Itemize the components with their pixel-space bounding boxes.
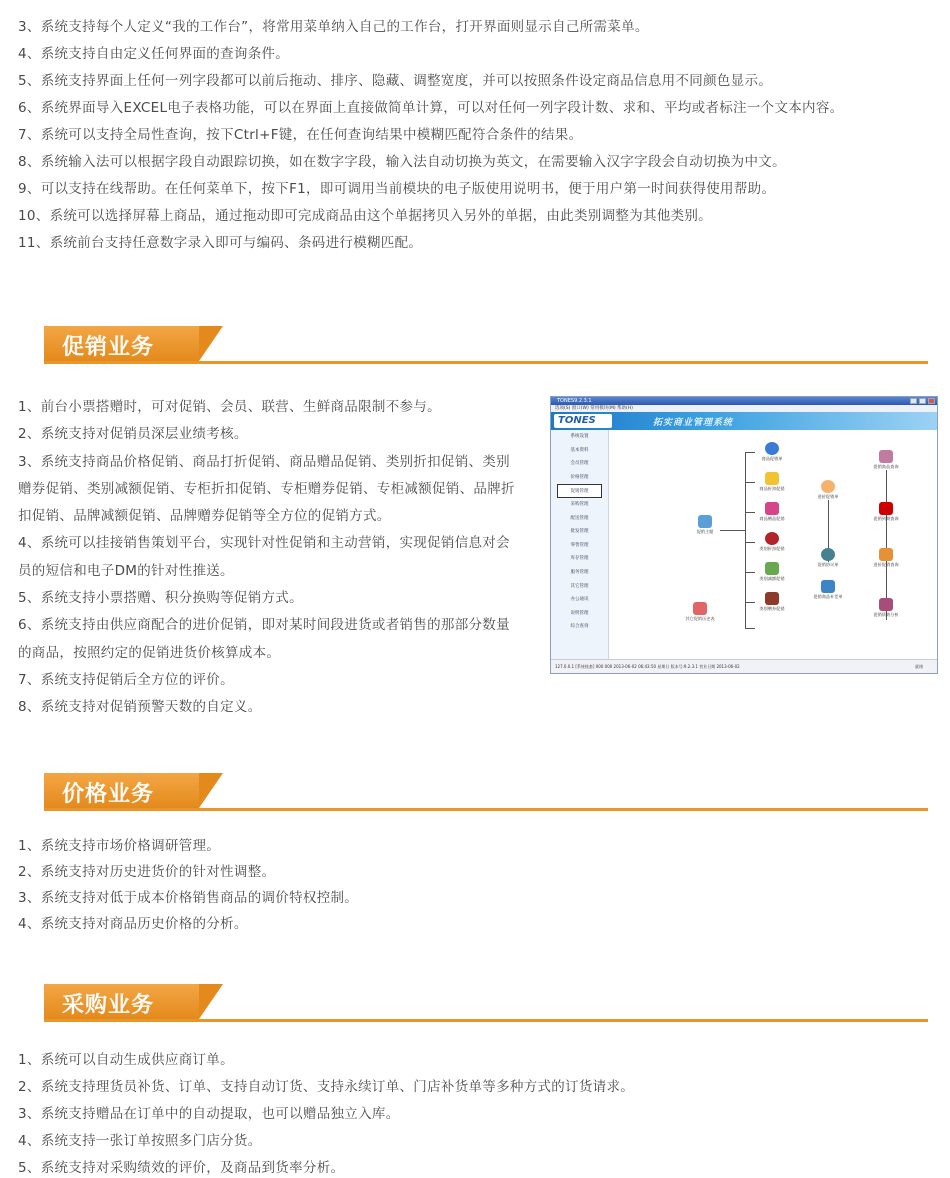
maximize-icon [919, 398, 926, 404]
section-header-price [44, 773, 928, 811]
app-workflow-canvas [610, 430, 937, 660]
workflow-node [866, 548, 906, 568]
list-item: 5、系统支持对采购绩效的评价，及商品到货率分析。 [18, 1160, 345, 1176]
list-item: 10、系统可以选择屏幕上商品，通过拖动即可完成商品由这个单据拷贝入另外的单据，由此类别调整为其他类别。 [18, 208, 712, 224]
list-item: 3、系统支持赠品在订单中的自动提取，也可以赠品独立入库。 [18, 1106, 400, 1122]
list-item: 6、系统支持由供应商配合的进价促销，即对某时间段进货或者销售的那部分数量的商品，按照约定的促销进货价核算成本。 [18, 617, 510, 661]
workflow-node [752, 532, 792, 552]
workflow-node [752, 502, 792, 522]
node-label: 类别减额促销 [759, 576, 785, 581]
list-item: 4、系统支持自由定义任何界面的查询条件。 [18, 46, 290, 62]
cubes-icon [698, 515, 712, 528]
list-item: 8、系统输入法可以根据字段自动跟踪切换，如在数字字段，输入法自动切换为英文，在需要输入汉字字段会自动切换为中文。 [18, 154, 786, 170]
sidebar-item: 其它管理 [570, 583, 589, 589]
node-label: 类别折扣促销 [759, 546, 785, 551]
workflow-node [752, 442, 792, 462]
sidebar-item: 综合查询 [570, 624, 589, 630]
close-icon [928, 398, 935, 404]
chat-icon [821, 480, 835, 493]
section-divider [44, 808, 928, 811]
node-label: 商品折扣促销 [759, 486, 785, 491]
list-item: 11、系统前台支持任意数字录入即可与编码、条码进行模糊匹配。 [18, 235, 423, 251]
tag-icon [765, 562, 779, 575]
gift-icon [765, 502, 779, 515]
app-sidebar [551, 430, 609, 660]
connector-line [745, 628, 755, 629]
node-label: 促销到期查询 [873, 516, 899, 521]
workflow-node [752, 592, 792, 612]
node-label: 促销协议单 [817, 562, 839, 567]
node-label: 进价促销查询 [873, 562, 899, 567]
node-label: 促销主题 [696, 529, 714, 534]
section-header-purchase [44, 984, 928, 1022]
minimize-icon [910, 398, 917, 404]
workflow-node [685, 515, 725, 535]
section-tag [44, 984, 199, 1019]
node-label: 其它促销历史表 [685, 616, 715, 621]
flower-icon [879, 450, 893, 463]
workflow-node [808, 580, 848, 600]
node-label: 类别赠券促销 [759, 606, 785, 611]
sidebar-item: 系统设置 [570, 434, 589, 439]
section-divider [44, 361, 928, 364]
sidebar-item: 零售管理 [570, 542, 589, 548]
app-screenshot [550, 396, 938, 674]
list-item: 3、系统支持每个人定义“我的工作台”，将常用菜单纳入自己的工作台，打开界面则显示自己所需菜单。 [18, 19, 649, 35]
section-title: 价格业务 [62, 782, 155, 807]
list-item: 4、系统可以挂接销售策划平台，实现针对性促销和主动营销，实现促销信息对会员的短信和电子DM的针对性推送。 [18, 535, 510, 579]
list-item: 5、系统支持小票搭赠、积分换购等促销方式。 [18, 590, 303, 607]
node-label: 促销绩效分析 [873, 612, 899, 617]
boxes-icon [821, 580, 835, 593]
list-item: 4、系统支持一张订单按照多门店分货。 [18, 1133, 262, 1149]
list-item: 2、系统支持对促销员深层业绩考核。 [18, 426, 248, 443]
window-titlebar [551, 397, 937, 405]
list-item: 1、前台小票搭赠时，可对促销、会员、联营、生鲜商品限制不参与。 [18, 399, 441, 415]
list-item: 6、系统界面导入EXCEL电子表格功能，可以在界面上直接做简单计算，可以对任何一列字段计数、求和、平均或者标注一个文本内容。 [18, 100, 844, 116]
sidebar-item: 批发管理 [570, 529, 589, 535]
promo-list [18, 394, 518, 722]
list-item: 4、系统支持对商品历史价格的分析。 [18, 916, 248, 932]
app-banner [551, 412, 937, 430]
sidebar-item: 会员管理 [570, 461, 589, 467]
sidebar-item: 采购管理 [570, 501, 589, 507]
workflow-node [866, 598, 906, 618]
list-item: 1、系统支持市场价格调研管理。 [18, 838, 221, 854]
list-item: 3、系统支持对低于成本价格销售商品的调价特权控制。 [18, 890, 359, 906]
pens-icon [693, 602, 707, 615]
books-icon [765, 592, 779, 605]
workflow-node [752, 472, 792, 492]
app-name: 拓实商业管理系统 [653, 418, 734, 428]
workflow-node [866, 502, 906, 522]
list-item: 7、系统支持促销后全方位的评价。 [18, 671, 234, 688]
window-title: TONES9.2.3.1 [557, 398, 592, 404]
bag-icon [765, 472, 779, 485]
section-tag [44, 326, 199, 361]
node-label: 促销商品查询 [873, 464, 899, 469]
list-item: 8、系统支持对促销预警天数的自定义。 [18, 699, 262, 716]
star-icon [879, 548, 893, 561]
gift-icon [879, 502, 893, 515]
app-logo: TONES [554, 414, 612, 428]
node-label: 商品促销单 [761, 456, 783, 461]
status-right: 就绪 [915, 664, 923, 669]
section-tag [44, 773, 199, 808]
list-item: 5、系统支持界面上任何一列字段都可以前后拖动、排序、隐藏、调整宽度，并可以按照条件设定商品信息用不同颜色显示。 [18, 73, 773, 89]
list-item: 3、系统支持商品价格促销、商品打折促销、商品赠品促销、类别折扣促销、类别赠券促销、类别减额促销、专柜折扣促销、专柜赠券促销、专柜减额促销、品牌折扣促销、品牌减额促销、品牌赠券促销等全方位的促销方式。 [18, 453, 515, 525]
list-item: 7、系统可以支持全局性查询，按下Ctrl+F键，在任何查询结果中模糊匹配符合条件的结果。 [18, 127, 583, 143]
node-label: 进价促销单 [817, 494, 839, 499]
list-item: 9、可以支持在线帮助。在任何菜单下，按下F1，即可调用当前模块的电子版使用说明书，便于用户第一时间获得使用帮助。 [18, 181, 776, 197]
workflow-node [808, 548, 848, 568]
sidebar-item: 说明管理 [570, 610, 589, 616]
node-label: 促销商品补差单 [813, 594, 843, 599]
status-text: 127.0.0.1 [系统账套] 000 000 2013-06-02 06:43:50 星期日 版本号:9.2.3.1 营业日期 2013-06-02 [555, 664, 740, 669]
list-item: 2、系统支持对历史进货价的针对性调整。 [18, 864, 276, 880]
list-item: 2、系统支持理货员补货、订单、支持自动订货、支持永续订单、门店补货单等多种方式的订货请求。 [18, 1079, 635, 1095]
list-item: 1、系统可以自动生成供应商订单。 [18, 1052, 234, 1068]
sidebar-item: 办公通讯 [570, 597, 589, 603]
cards-icon [879, 598, 893, 611]
sidebar-item: 库存管理 [570, 556, 589, 562]
sidebar-item-selected: 促销管理 [557, 484, 602, 498]
sidebar-item: 服务管理 [570, 569, 589, 575]
section-divider [44, 1019, 928, 1022]
section-title: 促销业务 [62, 335, 155, 360]
section-header-promo [44, 326, 928, 364]
sidebar-item: 基本资料 [570, 447, 589, 453]
window-menubar: 选项(S) 窗口(W) 常用模块(M) 帮助(H) [551, 405, 937, 412]
magnifier-icon [821, 548, 835, 561]
node-label: 商品赠品促销 [759, 516, 785, 521]
section-title: 采购业务 [62, 993, 155, 1018]
workflow-node [866, 450, 906, 470]
pie-chart-icon [765, 442, 779, 455]
workflow-node [752, 562, 792, 582]
workflow-node [808, 480, 848, 500]
sidebar-item: 价格管理 [570, 474, 589, 480]
sidebar-item: 配送管理 [570, 515, 589, 521]
workflow-node [680, 602, 720, 622]
app-statusbar [551, 659, 937, 673]
badge-icon [765, 532, 779, 545]
